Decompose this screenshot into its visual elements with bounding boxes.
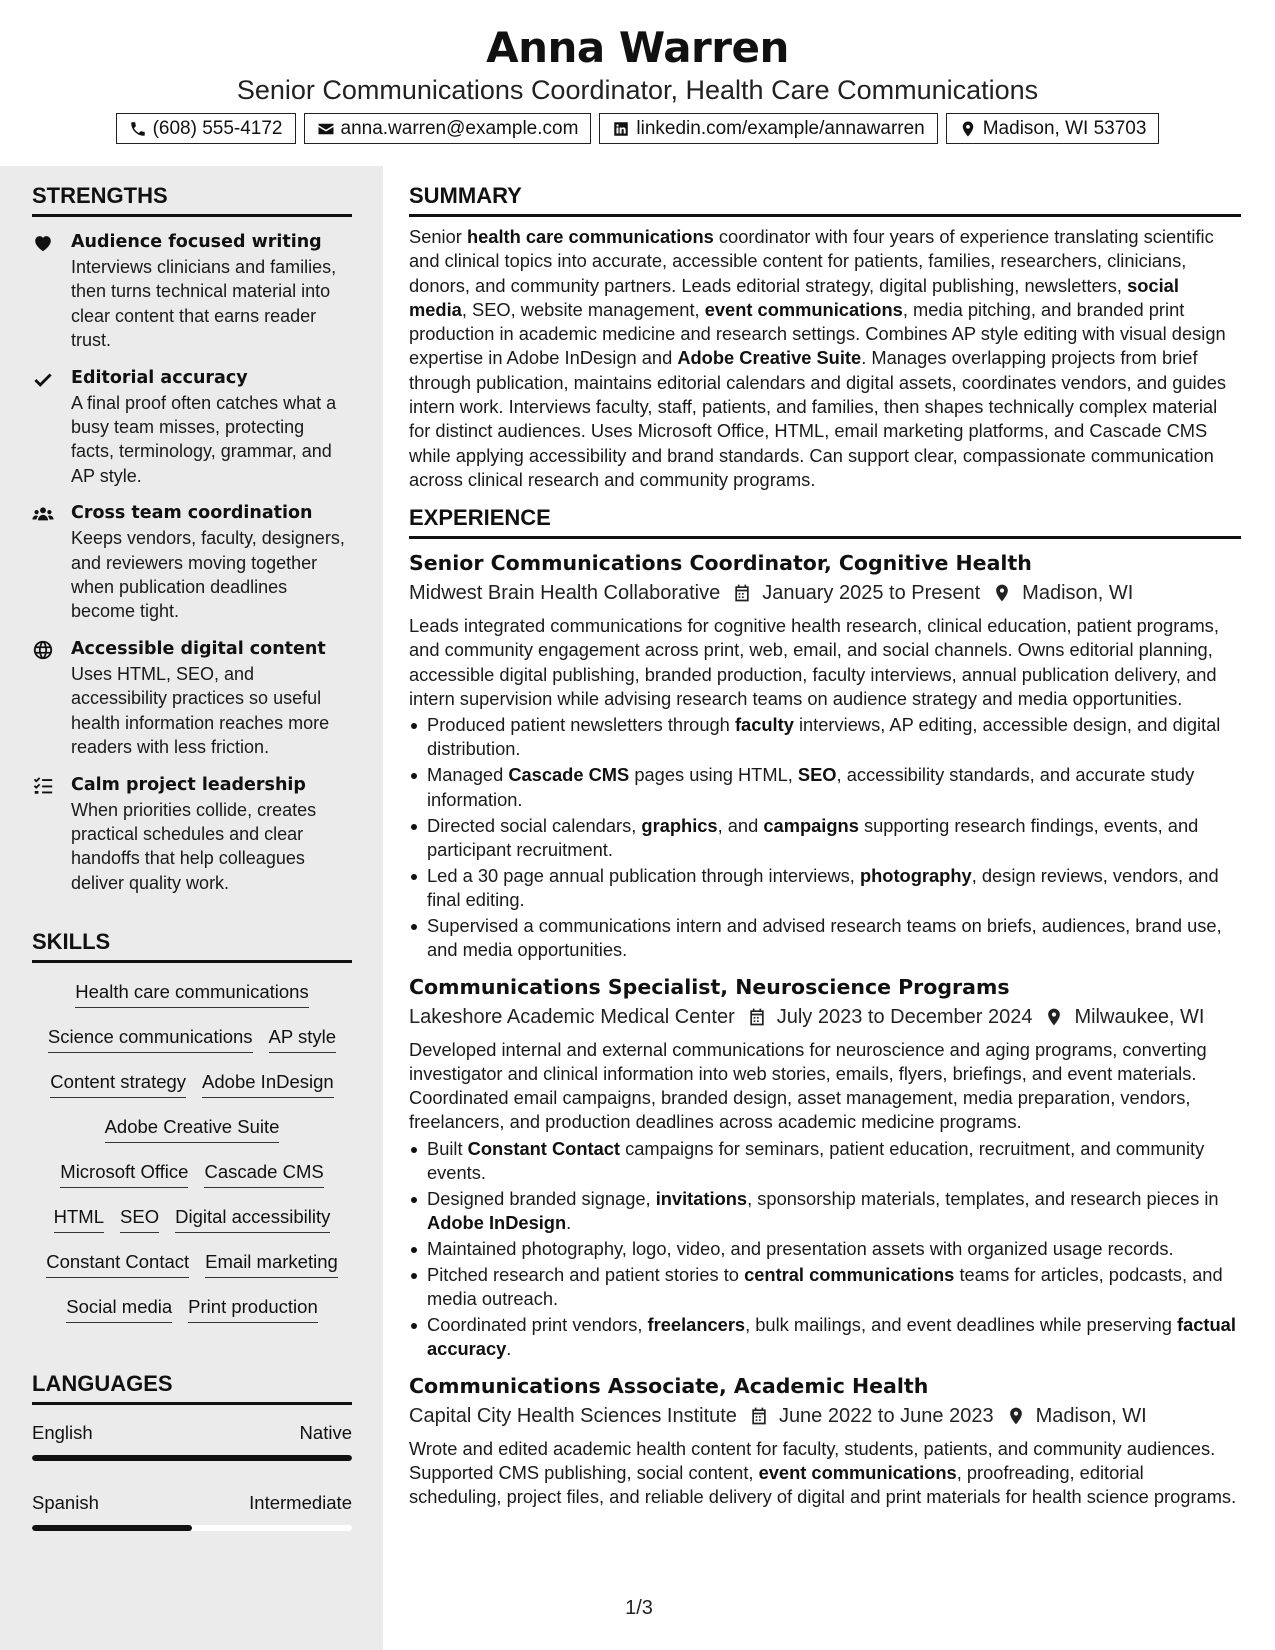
contact-linkedin[interactable] [599,113,937,144]
contact-bar [0,113,1275,144]
candidate-title: Senior Communications Coordinator, Health Care Communications [236,75,1039,105]
summary-text: Senior health care communications coordinator with four years of experience translating scientific and clinical topics into accurate, accessible content for patients, families, researchers, clinicians, donors, and community partners. Leads editorial strategy, digital publishing, newsletters, social media, SEO, website management, event communications, media pitching, and branded print production in academic medicine and research settings. Combines AP style editing with visual design expertise in Adobe InDesign and Adobe Creative Suite. Manages overlapping projects from brief through publication, maintains editorial calendars and digital assets, coordinates vendors, and guides intern work. Interviews faculty, staff, patients, and families, then shapes technically complex material for distinct audiences. Uses Microsoft Office, HTML, email marketing platforms, and Cascade CMS while applying accessibility and brand standards. Can support clear, compassionate communication across clinical research and community programs. [409,226,1227,490]
job-location: Madison, WI [1022,582,1134,604]
strength-desc: Uses HTML, SEO, and accessibility practices so useful health information reaches more readers with less friction. [71,663,330,758]
language-name: English [32,1422,93,1443]
skill-row [32,1061,352,1106]
job-dates: June 2022 to June 2023 [778,1404,994,1427]
main-content [409,166,1241,1606]
strength-title: Editorial accuracy [71,367,248,388]
skill-tag: Adobe InDesign [202,1070,334,1098]
summary-section [409,182,1241,492]
skill-tag: Cascade CMS [204,1160,323,1188]
job-bullets [409,713,1241,962]
experience-section [409,504,1241,1510]
language-proficiency-fill [32,1455,352,1461]
strength-title: Cross team coordination [71,503,313,524]
skills-section [32,928,352,1331]
experience-heading: EXPERIENCE [409,504,1241,539]
language-item [32,1491,352,1531]
calendar-icon [732,583,752,603]
globe-icon [32,639,54,661]
job-entry [409,1371,1241,1510]
job-entry [409,548,1241,963]
job-bullet: Produced patient newsletters through faculty interviews, AP editing, accessible design, and digital distribution. [409,713,1241,762]
strengths-section [32,182,352,895]
strength-item [32,501,352,624]
language-item [32,1421,352,1461]
contact-location[interactable] [946,113,1160,144]
contact-phone-text: (608) 555-4172 [152,117,283,139]
contact-linkedin-text: linkedin.com/example/annawarren [636,117,925,139]
language-proficiency-bar [32,1525,352,1531]
map-pin-icon [959,120,977,138]
map-pin-icon [992,583,1012,603]
candidate-name: Anna Warren [486,23,789,72]
map-pin-icon [1006,1406,1026,1426]
job-bullet: Designed branded signage, invitations, sponsorship materials, templates, and research pieces in Adobe InDesign. [409,1187,1241,1236]
skill-row [32,1196,352,1241]
job-bullet: Directed social calendars, graphics, and campaigns supporting research findings, events, and participant recruitment. [409,814,1241,863]
skill-tag: Digital accessibility [175,1205,330,1233]
skill-row [32,1016,352,1061]
users-icon [32,503,54,525]
job-bullet: Coordinated print vendors, freelancers, bulk mailings, and event deadlines while preserving factual accuracy. [409,1313,1241,1362]
job-bullet: Maintained photography, logo, video, and presentation assets with organized usage records. [409,1237,1241,1261]
job-meta [409,578,1241,608]
skill-row [32,1286,352,1331]
phone-icon [129,120,147,138]
strength-title: Audience focused writing [71,232,322,252]
language-level: Native [299,1422,352,1443]
language-proficiency-bar [32,1455,352,1461]
job-organization: Midwest Brain Health Collaborative [409,582,721,604]
skill-tag: AP style [269,1025,337,1053]
skill-row [32,1241,352,1286]
job-organization: Capital City Health Sciences Institute [409,1404,737,1427]
job-meta [409,1002,1241,1032]
calendar-icon [749,1406,769,1426]
strength-title: Accessible digital content [71,638,326,659]
job-bullet: Supervised a communications intern and advised research teams on briefs, audiences, brand use, and media opportunities. [409,914,1241,963]
skill-row [32,1106,352,1151]
strengths-heading: STRENGTHS [32,182,352,217]
skill-tag: Social media [66,1295,172,1323]
job-organization: Lakeshore Academic Medical Center [409,1005,735,1028]
linkedin-icon [612,120,630,138]
calendar-icon [747,1007,767,1027]
strength-desc: When priorities collide, creates practical schedules and clear handoffs that help colleagues deliver quality work. [71,799,317,893]
strength-desc: Keeps vendors, faculty, designers, and reviewers moving together when publication deadlines become tight. [71,528,345,622]
job-meta [409,1401,1241,1431]
job-bullet: Pitched research and patient stories to central communications teams for articles, podcasts, and media outreach. [409,1263,1241,1312]
job-title: Senior Communications Coordinator, Cognitive Health [409,551,1032,575]
contact-location-text: Madison, WI 53703 [982,117,1147,139]
skills-heading: SKILLS [32,928,352,963]
language-proficiency-fill [32,1525,192,1531]
skill-tag: Microsoft Office [60,1160,188,1188]
contact-email[interactable] [304,113,592,144]
job-bullet: Managed Cascade CMS pages using HTML, SEO, accessibility standards, and accurate study information. [409,763,1241,812]
strength-desc: A final proof often catches what a busy team misses, protecting facts, terminology, grammar, and AP style. [71,392,337,486]
job-bullets [409,1137,1241,1362]
skill-tag: SEO [120,1205,159,1233]
page-number: 1/3 [625,1597,653,1619]
languages-section [32,1370,352,1531]
skill-row [32,1151,352,1196]
contact-email-text: anna.warren@example.com [340,117,579,139]
language-level: Intermediate [249,1492,352,1513]
job-bullet: Built Constant Contact campaigns for seminars, patient education, recruitment, and community events. [409,1137,1241,1186]
skill-tag: Constant Contact [46,1250,189,1278]
contact-phone[interactable] [116,113,296,144]
skills-list [32,971,352,1331]
strength-item [32,230,352,353]
skill-tag: Print production [188,1295,318,1323]
skill-tag: Science communications [48,1025,253,1053]
resume-header [0,0,1275,160]
language-name: Spanish [32,1492,99,1513]
skill-tag: HTML [54,1205,104,1233]
strength-title: Calm project leadership [71,774,306,795]
strength-desc: Interviews clinicians and families, then turns technical material into clear content that earns reader trust. [71,257,337,351]
strength-item [32,366,352,489]
sidebar [0,166,383,1650]
job-dates: January 2025 to Present [762,582,981,604]
skill-row [32,971,352,1016]
job-entry [409,972,1241,1362]
job-bullet: Led a 30 page annual publication through interviews, photography, design reviews, vendors, and final editing. [409,864,1241,913]
languages-heading: LANGUAGES [32,1370,352,1405]
job-description: Wrote and edited academic health content for faculty, students, patients, and community audiences. Supported CMS publishing, social content, event communications, proofreading, editorial scheduling, project files, and reliable delivery of digital and print materials for health science programs. [409,1437,1237,1508]
envelope-icon [317,120,335,138]
task-list-icon [32,775,54,797]
skill-tag: Health care communications [75,980,308,1008]
strength-item [32,773,352,896]
checkmark-icon [32,368,54,390]
skill-tag: Adobe Creative Suite [105,1115,280,1143]
job-dates: July 2023 to December 2024 [776,1005,1033,1028]
strength-item [32,637,352,760]
job-title: Communications Associate, Academic Health [409,1373,929,1398]
job-description: Developed internal and external communications for neuroscience and aging programs, converting investigator and clinical information into web stories, emails, flyers, briefings, and event materials. Coordinated email campaigns, branded design, asset management, media preparation, vendors, freelancers, and production deadlines across academic medicine programs. [409,1038,1207,1133]
skill-tag: Content strategy [50,1070,186,1098]
job-list [409,548,1241,1510]
map-pin-icon [1044,1007,1064,1027]
skill-tag: Email marketing [205,1250,338,1278]
job-description: Leads integrated communications for cognitive health research, clinical education, patient programs, and community engagement across print, web, email, and social channels. Owns editorial planning, accessible digital publishing, branded production, faculty interviews, annual publication delivery, and intern supervision while advising research teams on audience strategy and media opportunities. [409,615,1219,709]
summary-heading: SUMMARY [409,182,1241,217]
job-location: Madison, WI [1035,1404,1147,1427]
job-location: Milwaukee, WI [1074,1005,1205,1028]
job-title: Communications Specialist, Neuroscience Programs [409,974,1010,999]
heart-icon [32,232,54,254]
